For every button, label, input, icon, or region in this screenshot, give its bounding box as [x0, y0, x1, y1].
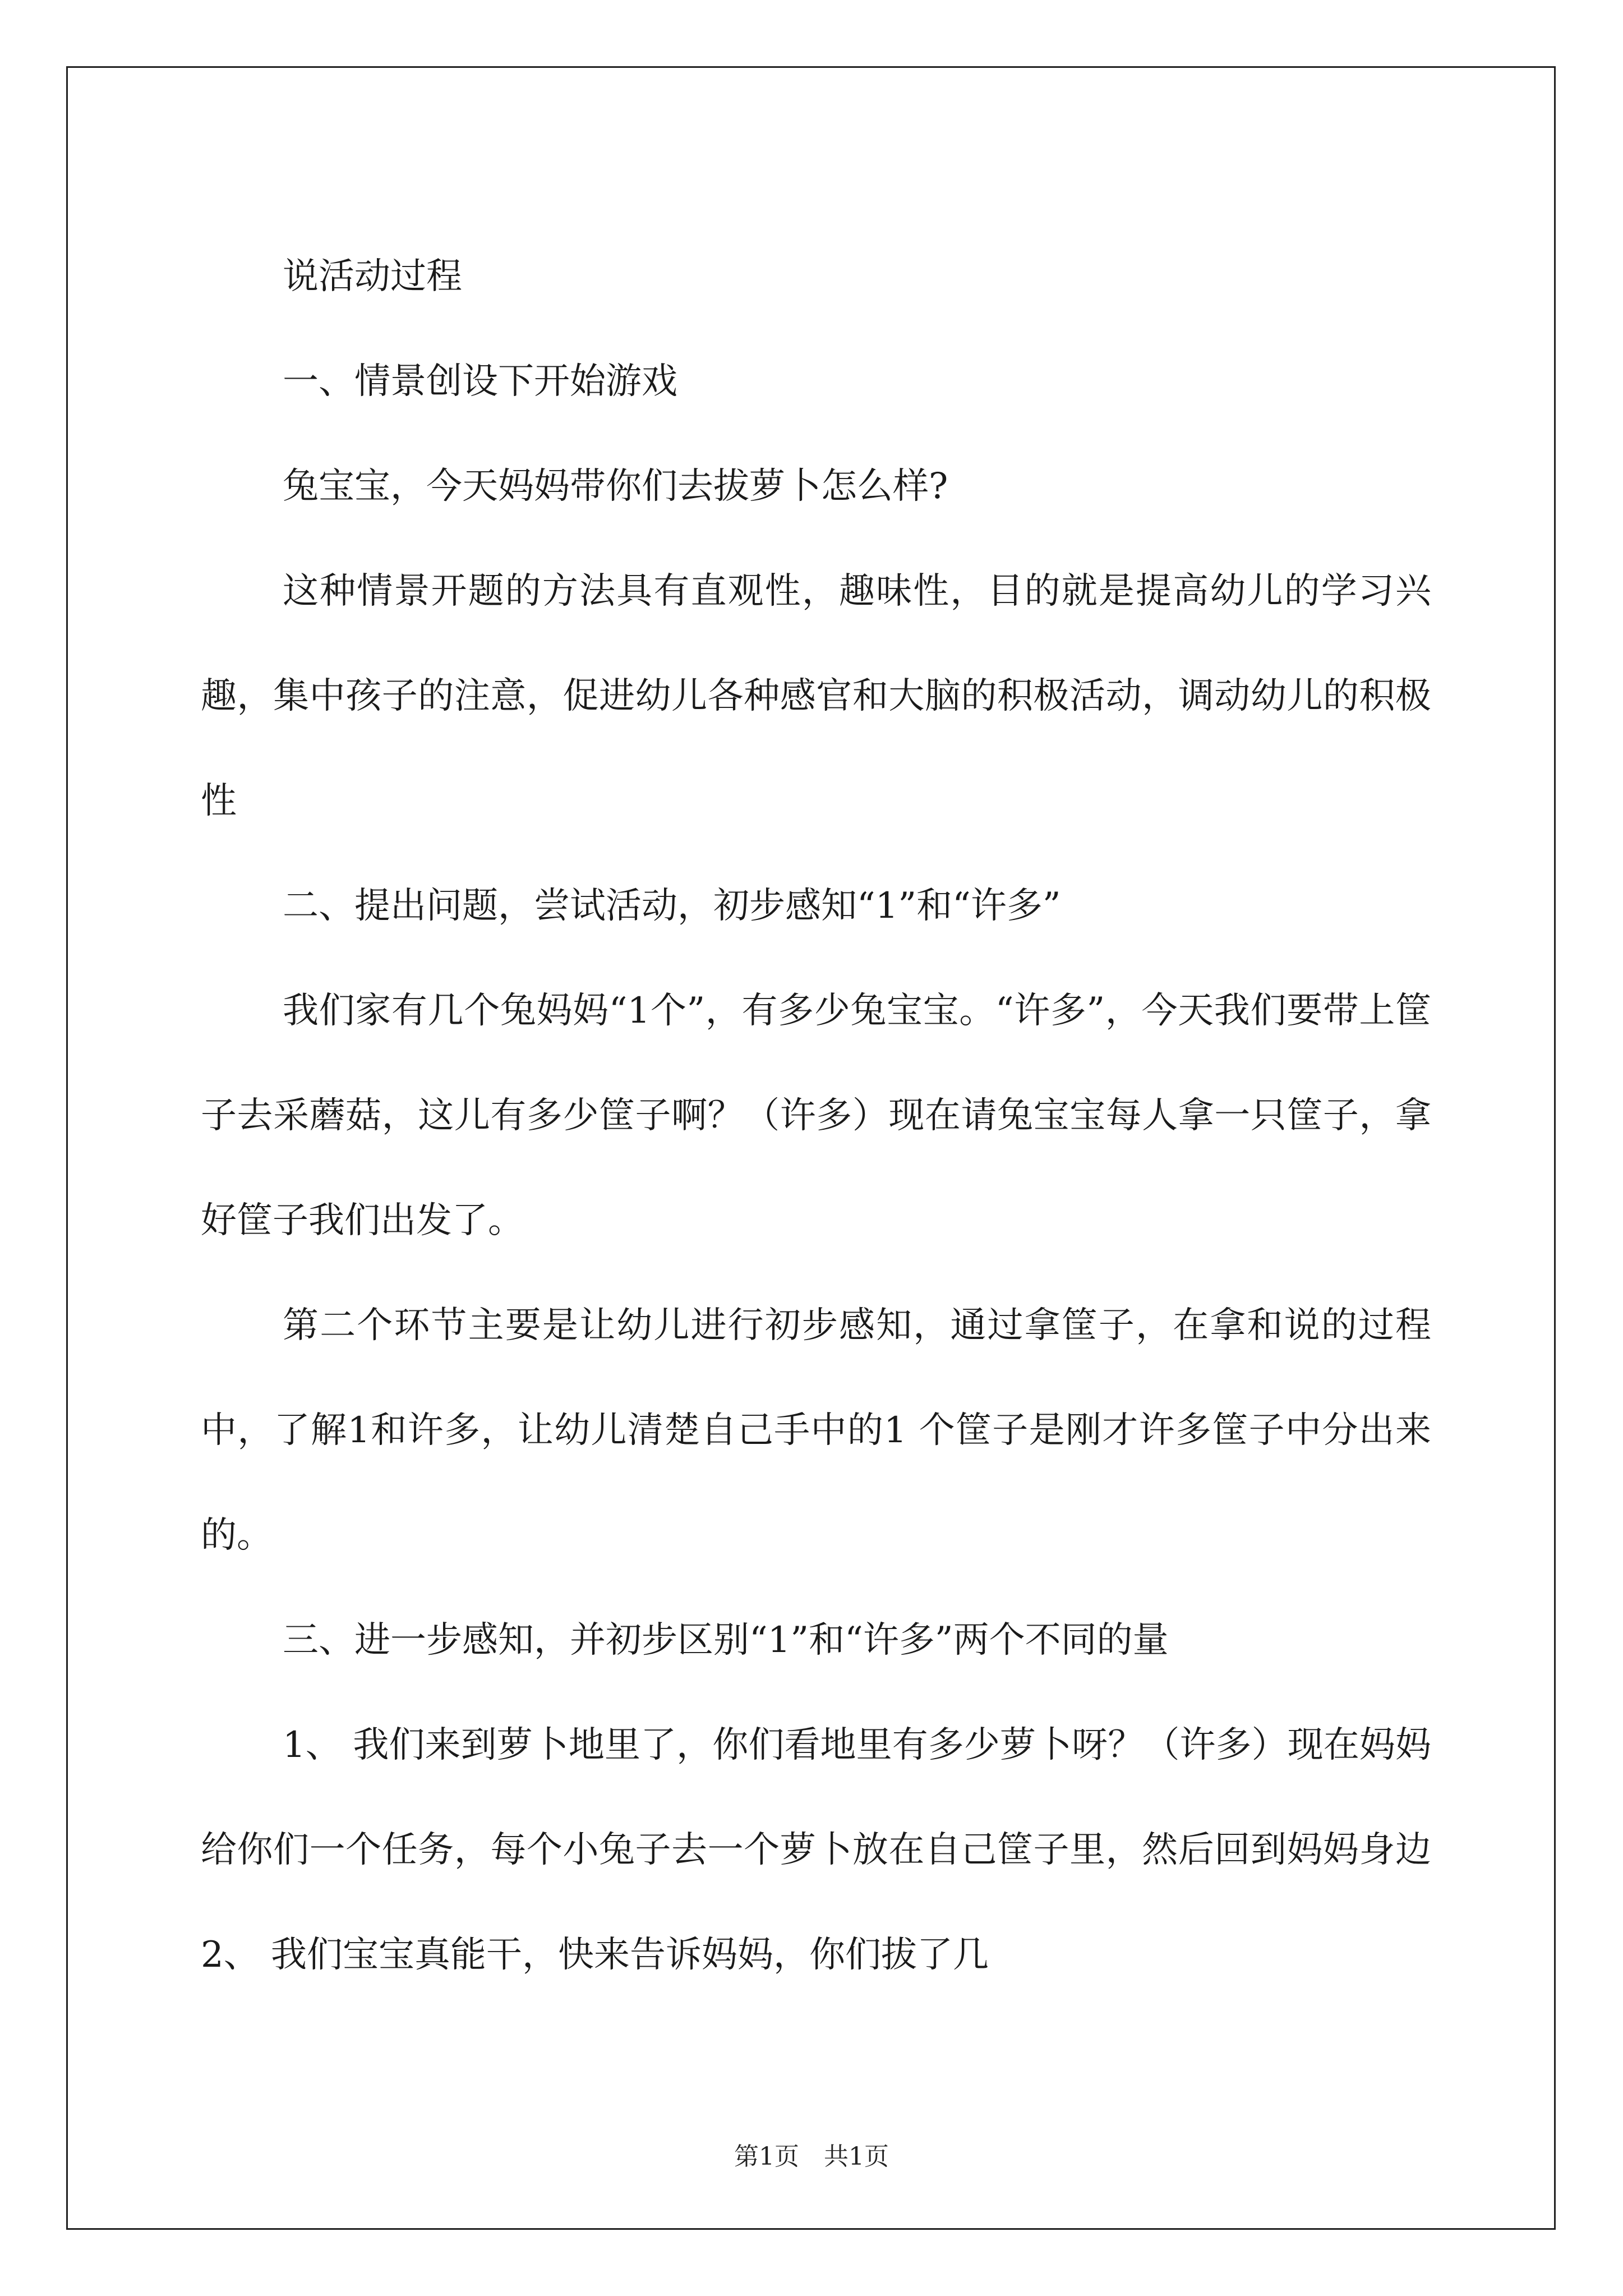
paragraph: 三、进一步感知，并初步区别“1”和“许多”两个不同的量 — [283, 1619, 1169, 1661]
page-footer: 第1页 共1页 — [734, 2142, 889, 2171]
paragraph: 我们家有几个兔妈妈“1个”，有多少兔宝宝。“许多”，今天我们要带上筐子去采蘑菇，这儿有多少筐子啊？（许多）现在请兔宝宝每人拿一只筐子，拿好筐子我们出发了。 — [201, 990, 1431, 1241]
paragraph: 一、情景创设下开始游戏 — [283, 361, 677, 402]
paragraph: 第二个环节主要是让幼儿进行初步感知，通过拿筐子，在拿和说的过程中，了解1和许多，让幼儿清楚自己手中的1 个筐子是刚才许多筐子中分出来的。 — [201, 1305, 1431, 1556]
paragraph: 1、 我们来到萝卜地里了，你们看地里有多少萝卜呀？（许多）现在妈妈给你们一个任务，每个小兔子去一个萝卜放在自己筐子里，然后回到妈妈身边 2、 我们宝宝真能干，快来告诉妈妈，你们拔了几 — [201, 1724, 1431, 1976]
paragraph: 说活动过程 — [283, 256, 462, 297]
paragraph: 二、提出问题，尝试活动，初步感知“1”和“许多” — [283, 885, 1061, 927]
document-body — [201, 224, 1431, 2008]
paragraph: 这种情景开题的方法具有直观性，趣味性，目的就是提高幼儿的学习兴趣，集中孩子的注意，促进幼儿各种感官和大脑的积极活动，调动幼儿的积极性 — [201, 570, 1431, 822]
paragraph: 兔宝宝，今天妈妈带你们去拔萝卜怎么样? — [283, 466, 948, 507]
